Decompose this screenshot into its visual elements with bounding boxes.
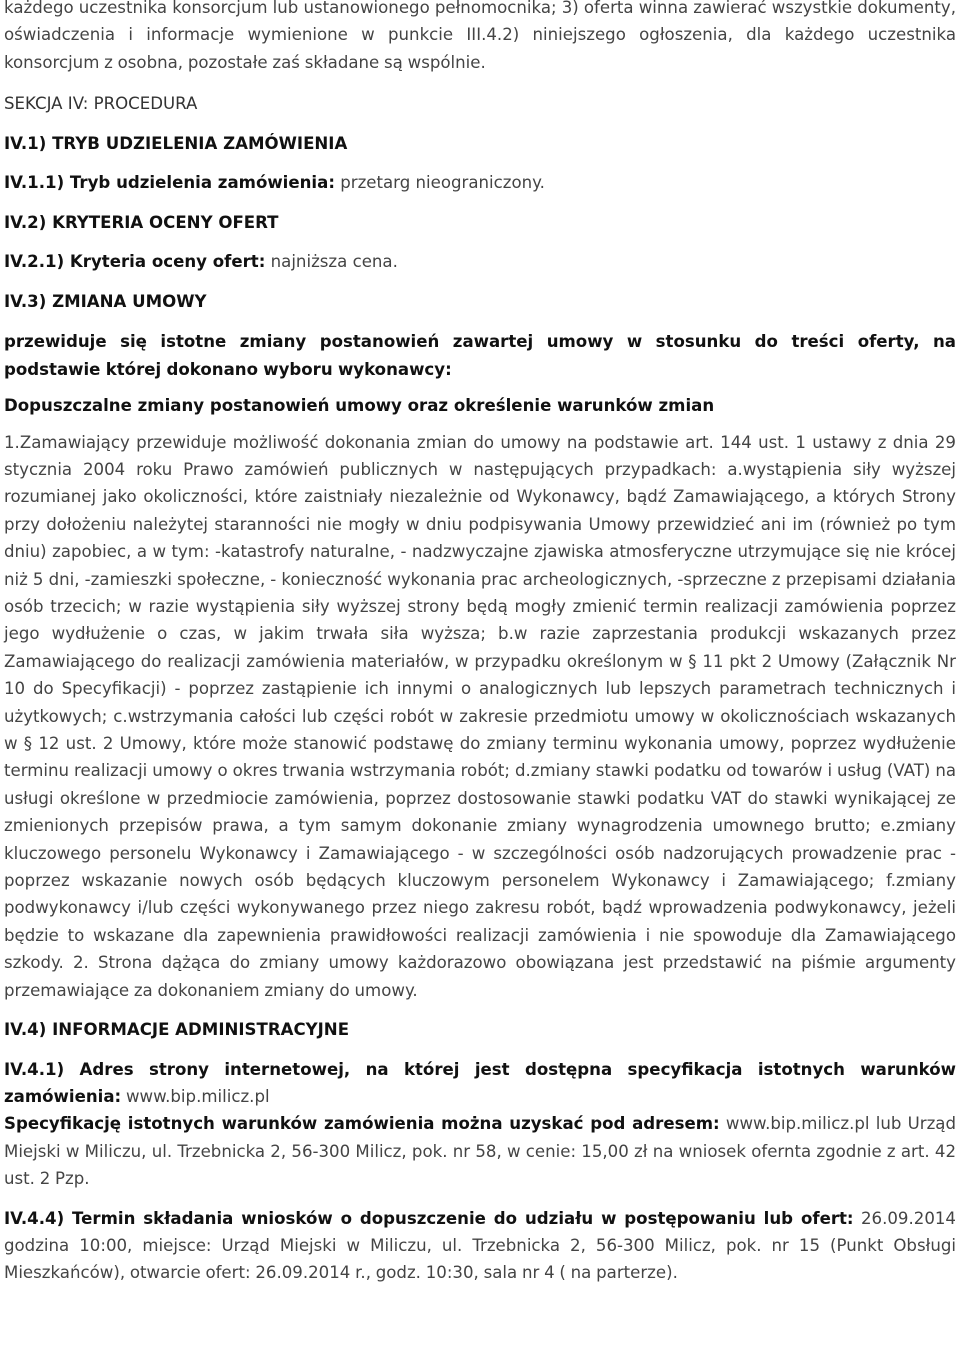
iv21-label: IV.2.1) Kryteria oceny ofert: xyxy=(4,252,266,272)
iv11-label: IV.1.1) Tryb udzielenia zamówienia: xyxy=(4,173,335,193)
iv11-value: przetarg nieograniczony. xyxy=(340,173,545,193)
intro-paragraph: każdego uczestnika konsorcjum lub ustanowionego pełnomocnika; 3) oferta winna zawierać wszystkie dokumenty, oświadczenia i informacje wymienione w punkcie III.4.2) niniejszego ogłoszenia, dla każdego uczestnika konsorcjum z osobna, pozostałe zaś składane są wspólnie. xyxy=(4,0,956,72)
iv11-row xyxy=(4,169,956,197)
siwz-label: Specyfikację istotnych warunków zamówienia można uzyskać pod adresem: xyxy=(4,1114,720,1134)
iv21-row xyxy=(4,248,956,276)
iv3-intro: przewiduje się istotne zmiany postanowień zawartej umowy w stosunku do treści oferty, na podstawie której dokonano wyboru wykonawcy: xyxy=(4,332,956,379)
siwz-value: www.bip.milicz.pl lub Urząd Miejski w Miliczu, ul. Trzebnicka 2, 56-300 Milicz, pok. nr 58, w cenie: 15,00 zł na wniosek ofernta zgodnie z art. 42 ust. 2 Pzp. xyxy=(4,1114,956,1189)
iv1-heading: IV.1) TRYB UDZIELENIA ZAMÓWIENIA xyxy=(4,133,348,153)
iv41-label: IV.4.1) Adres strony internetowej, na której jest dostępna specyfikacja istotnych warunków zamówienia: xyxy=(4,1059,956,1106)
iv3-subheading: Dopuszczalne zmiany postanowień umowy oraz określenie warunków zmian xyxy=(4,396,715,416)
iv21-value: najniższa cena. xyxy=(270,252,398,272)
iv2-heading: IV.2) KRYTERIA OCENY OFERT xyxy=(4,212,279,232)
iv44-value: 26.09.2014 godzina 10:00, miejsce: Urząd Miejski w Miliczu, ul. Trzebnicka 2, 56-300 Milicz, pok. nr 15 (Punkt Obsługi Mieszkańców), otwarcie ofert: 26.09.2014 r., godz. 10:30, sala nr 4 ( na parterze). xyxy=(4,1208,956,1283)
iv44-row xyxy=(4,1205,956,1287)
iv3-body: 1.Zamawiający przewiduje możliwość dokonania zmian do umowy na podstawie art. 144 ust. 1 ustawy z dnia 29 stycznia 2004 roku Prawo zamówień publicznych w następujących przypadkach: a.wystąpienia siły wyższej rozumianej jako okoliczności, które zaistniały niezależnie od Wykonawcy, bądź Zamawiającego, a których Strony przy dołożeniu należytej staranności nie mogły w dniu podpisywania Umowy przewidzieć ani im (również po tym dniu) zapobiec, a w tym: -katastrofy naturalne, - nadzwyczajne zjawiska atmosferyczne utrzymujące się nie krócej niż 5 dni, -zamieszki społeczne, - konieczność wykonania prac archeologicznych, -sprzeczne z przepisami działania osób trzecich; w razie wystąpienia siły wyższej strony będą mogły zmienić termin realizacji zamówienia poprzez jego wydłużenie o czas, w jakim trwała siła wyższa; b.w razie zaprzestania produkcji wskazanych przez Zamawiającego do realizacji zamówienia materiałów, w przypadku określonym w § 11 pkt 2 Umowy (Załącznik Nr 10 do Specyfikacji) - poprzez zastąpienie ich innymi o analogicznych lub lepszych parametrach technicznych i użytkowych; c.wstrzymania całości lub części robót w zakresie przedmiotu umowy w okolicznościach wskazanych w § 12 ust. 2 Umowy, które może stanowić podstawę do zmiany terminu wykonania umowy, poprzez wydłużenie terminu realizacji umowy o okres trwania wstrzymania robót; d.zmiany stawki podatku od towarów i usług (VAT) na usługi określone w przedmiocie zamówienia, poprzez dostosowanie stawki podatku VAT do stawki wynikającej ze zmienionych przepisów prawa, a tym samym dokonanie zmiany wynagrodzenia umownego brutto; e.zmiany kluczowego personelu Wykonawcy i Zamawiającego - w szczególności osób nadzorujących prowadzenie prac - poprzez wskazanie nowych osób będących kluczowym personelem Wykonawcy i Zamawiającego; f.zmiany podwykonawcy i/lub części wykonywanego przez niego zakresu robót, bądź wprowadzenia podwykonawcy, jeżeli będzie to wskazane dla zapewnienia prawidłowości realizacji zamówienia i nie spowoduje dla Zamawiającego szkody. 2. Strona dążąca do zmiany umowy każdorazowo obowiązana jest przedstawić na piśmie argumenty przemawiające za dokonaniem zmiany do umowy. xyxy=(4,432,956,1000)
iv44-label: IV.4.4) Termin składania wniosków o dopuszczenie do udziału w postępowaniu lub ofert: xyxy=(4,1208,854,1228)
section-title: SEKCJA IV: PROCEDURA xyxy=(4,94,198,114)
iv41-value: www.bip.milicz.pl xyxy=(125,1086,270,1106)
siwz-row xyxy=(4,1110,956,1192)
iv4-heading: IV.4) INFORMACJE ADMINISTRACYJNE xyxy=(4,1020,350,1040)
iv41-row xyxy=(4,1056,956,1111)
iv3-heading: IV.3) ZMIANA UMOWY xyxy=(4,291,207,311)
